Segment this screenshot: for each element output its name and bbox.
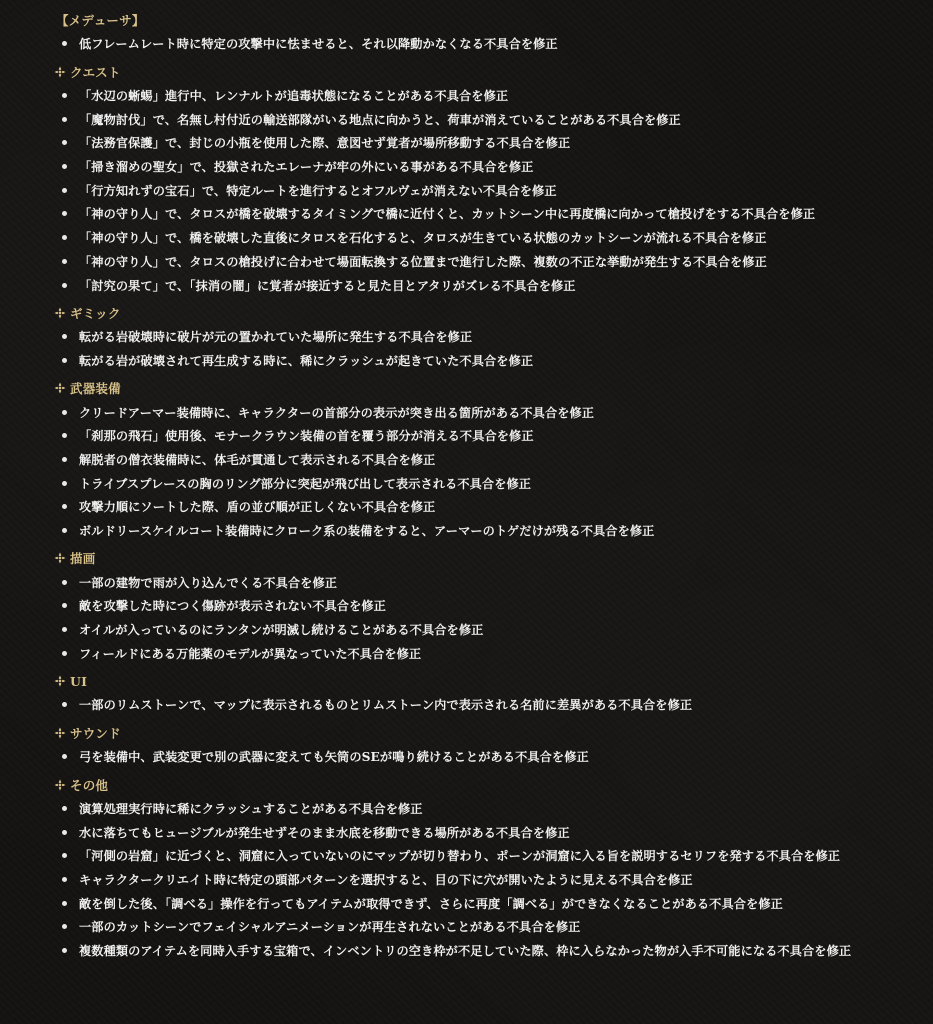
bullet-icon (62, 410, 67, 415)
bullet-icon (62, 924, 67, 929)
list-item-text: 敵を攻撃した時につく傷跡が表示されない不具合を修正 (79, 599, 386, 614)
list-item-text: 「法務官保護」で、封じの小瓶を使用した際、意図せず覚者が場所移動する不具合を修正 (79, 136, 571, 151)
list-item-text: 「神の守り人」で、橋を破壊した直後にタロスを石化すると、タロスが生きている状態のカットシーンが流れる不具合を修正 (79, 231, 767, 246)
bullet-icon (62, 702, 67, 707)
list-item-text: 「水辺の蜥蜴」進行中、レンナルトが追毒状態になることがある不具合を修正 (79, 89, 509, 104)
list-item (0, 915, 933, 939)
fix-list (0, 797, 933, 963)
fix-list (0, 745, 933, 769)
list-item-text: 「神の守り人」で、タロスが橋を破壊するタイミングで橋に近付くと、カットシーン中に再度橋に向かって槍投げをする不具合を修正 (79, 207, 816, 222)
bullet-icon (62, 481, 67, 486)
bullet-icon (62, 457, 67, 462)
fix-list (0, 32, 933, 56)
section-title: UI (70, 673, 88, 689)
bullet-icon (62, 433, 67, 438)
list-item-text: 弓を装備中、武装変更で別の武器に変えても矢筒のSEが鳴り続けることがある不具合を修正 (79, 750, 589, 765)
list-item (0, 155, 933, 179)
fix-list (0, 570, 933, 665)
section-heading (0, 10, 933, 30)
list-item-text: 一部の建物で雨が入り込んでくる不具合を修正 (79, 575, 338, 590)
list-item-text: 一部のカットシーンでフェイシャルアニメーションが再生されないことがある不具合を修正 (79, 920, 581, 935)
bullet-icon (62, 528, 67, 533)
section-heading (0, 548, 933, 568)
fix-list (0, 325, 933, 372)
list-item-text: 「神の守り人」で、タロスの槍投げに合わせて場面転換する位置まで進行した際、複数の不正な挙動が発生する不具合を修正 (79, 254, 767, 269)
list-item (0, 939, 933, 963)
bullet-icon (62, 117, 67, 122)
section-title: 武器装備 (70, 381, 121, 397)
list-item-text: 「河側の岩窟」に近づくと、洞窟に入っていないのにマップが切り替わり、ポーンが洞窟に入る旨を説明するセリフを発する不具合を修正 (79, 849, 841, 864)
bullet-icon (62, 283, 67, 288)
bullet-icon (62, 140, 67, 145)
section-title: ギミック (70, 305, 121, 321)
bullet-icon (62, 877, 67, 882)
list-item (0, 325, 933, 349)
patch-section (0, 775, 933, 963)
list-item-text: トライブスプレースの胸のリング部分に突起が飛び出して表示される不具合を修正 (79, 476, 532, 491)
list-item (0, 641, 933, 665)
bullet-icon (62, 211, 67, 216)
list-item (0, 84, 933, 108)
list-item-text: オイルが入っているのにランタンが明滅し続けることがある不具合を修正 (79, 623, 484, 638)
fix-list (0, 400, 933, 542)
bullet-icon (62, 830, 67, 835)
list-item (0, 693, 933, 717)
bullet-icon (62, 164, 67, 169)
list-item (0, 273, 933, 297)
list-item (0, 570, 933, 594)
list-item-text: 「行方知れずの宝石」で、特定ルートを進行するとオフルヴェが消えない不具合を修正 (79, 183, 557, 198)
list-item (0, 400, 933, 424)
list-item (0, 32, 933, 56)
list-item (0, 495, 933, 519)
list-item-text: キャラクタークリエイト時に特定の頭部パターンを選択すると、目の下に穴が開いたように見える不具合を修正 (79, 872, 693, 887)
list-item (0, 868, 933, 892)
bullet-icon (62, 853, 67, 858)
patch-section (0, 62, 933, 297)
list-item (0, 471, 933, 495)
list-item-text: ボルドリースケイルコート装備時にクローク系の装備をすると、アーマーのトゲだけが残る不具合を修正 (79, 524, 655, 539)
bullet-icon (62, 334, 67, 339)
list-item-text: 「刹那の飛石」使用後、モナークラウン装備の首を覆う部分が消える不具合を修正 (79, 429, 534, 444)
bullet-icon (62, 627, 67, 632)
list-item-text: 水に落ちてもヒュージブルが発生せずそのまま水底を移動できる場所がある不具合を修正 (79, 825, 570, 840)
list-item (0, 448, 933, 472)
list-item (0, 178, 933, 202)
bullet-icon (62, 754, 67, 759)
cross-emblem-icon (54, 779, 66, 791)
section-heading (0, 378, 933, 398)
list-item-text: 「魔物討伐」で、名無し村付近の輸送部隊がいる地点に向かうと、荷車が消えていることがある不具合を修正 (79, 112, 681, 127)
cross-emblem-icon (54, 307, 66, 319)
bullet-icon (62, 358, 67, 363)
list-item (0, 820, 933, 844)
cross-emblem-icon (54, 552, 66, 564)
section-title: 【メデューサ】 (56, 13, 145, 28)
bullet-icon (62, 235, 67, 240)
bullet-icon (62, 901, 67, 906)
bullet-icon (62, 580, 67, 585)
section-title: 描画 (70, 551, 96, 567)
patch-section (0, 303, 933, 372)
cross-emblem-icon (54, 727, 66, 739)
list-item-text: 解脱者の僧衣装備時に、体毛が貫通して表示される不具合を修正 (79, 452, 436, 467)
list-item (0, 519, 933, 543)
bullet-icon (62, 651, 67, 656)
list-item (0, 618, 933, 642)
section-heading (0, 303, 933, 323)
list-item (0, 226, 933, 250)
section-title: サウンド (70, 725, 121, 741)
list-item (0, 797, 933, 821)
cross-emblem-icon (54, 675, 66, 687)
patch-section (0, 378, 933, 542)
list-item-text: 複数種類のアイテムを同時入手する宝箱で、インベントリの空き枠が不足していた際、枠に入らなかった物が入手不可能になる不具合を修正 (79, 943, 852, 958)
bullet-icon (62, 259, 67, 264)
bullet-icon (62, 948, 67, 953)
list-item-text: 演算処理実行時に稀にクラッシュすることがある不具合を修正 (79, 801, 423, 816)
cross-emblem-icon (54, 382, 66, 394)
section-heading (0, 62, 933, 82)
list-item (0, 202, 933, 226)
patch-section (0, 723, 933, 769)
list-item-text: 転がる岩が破壊されて再生成する時に、稀にクラッシュが起きていた不具合を修正 (79, 353, 534, 368)
list-item-text: 攻撃力順にソートした際、盾の並び順が正しくない不具合を修正 (79, 500, 436, 515)
section-heading (0, 723, 933, 743)
list-item (0, 131, 933, 155)
list-item-text: フィールドにある万能薬のモデルが異なっていた不具合を修正 (79, 646, 422, 661)
fix-list (0, 84, 933, 297)
section-heading (0, 671, 933, 691)
section-title: その他 (70, 777, 109, 793)
bullet-icon (62, 504, 67, 509)
list-item-text: 「掃き溜めの聖女」で、投獄されたエレーナが牢の外にいる事がある不具合を修正 (79, 160, 534, 175)
list-item (0, 745, 933, 769)
list-item-text: 一部のリムストーンで、マップに表示されるものとリムストーン内で表示される名前に差異がある不具合を修正 (79, 698, 693, 713)
list-item-text: 敵を倒した後、「調べる」操作を行ってもアイテムが取得できず、さらに再度「調べる」ができなくなることがある不具合を修正 (79, 896, 783, 911)
list-item (0, 250, 933, 274)
list-item (0, 107, 933, 131)
list-item (0, 349, 933, 373)
list-item (0, 891, 933, 915)
list-item-text: 低フレームレート時に特定の攻撃中に怯ませると、それ以降動かなくなる不具合を修正 (79, 37, 558, 52)
patch-section (0, 671, 933, 717)
list-item (0, 424, 933, 448)
bullet-icon (62, 93, 67, 98)
bullet-icon (62, 188, 67, 193)
bullet-icon (62, 603, 67, 608)
patch-section (0, 548, 933, 665)
bullet-icon (62, 41, 67, 46)
list-item-text: クリードアーマー装備時に、キャラクターの首部分の表示が突き出る箇所がある不具合を修正 (79, 405, 595, 420)
section-title: クエスト (70, 64, 121, 80)
fix-list (0, 693, 933, 717)
list-item (0, 844, 933, 868)
patch-section (0, 10, 933, 56)
list-item-text: 転がる岩破壊時に破片が元の置かれていた場所に発生する不具合を修正 (79, 330, 473, 345)
list-item (0, 594, 933, 618)
bullet-icon (62, 806, 67, 811)
list-item-text: 「討究の果て」で、「抹消の闇」に覚者が接近すると見た目とアタリがズレる不具合を修正 (79, 278, 576, 293)
section-heading (0, 775, 933, 795)
cross-emblem-icon (54, 66, 66, 78)
